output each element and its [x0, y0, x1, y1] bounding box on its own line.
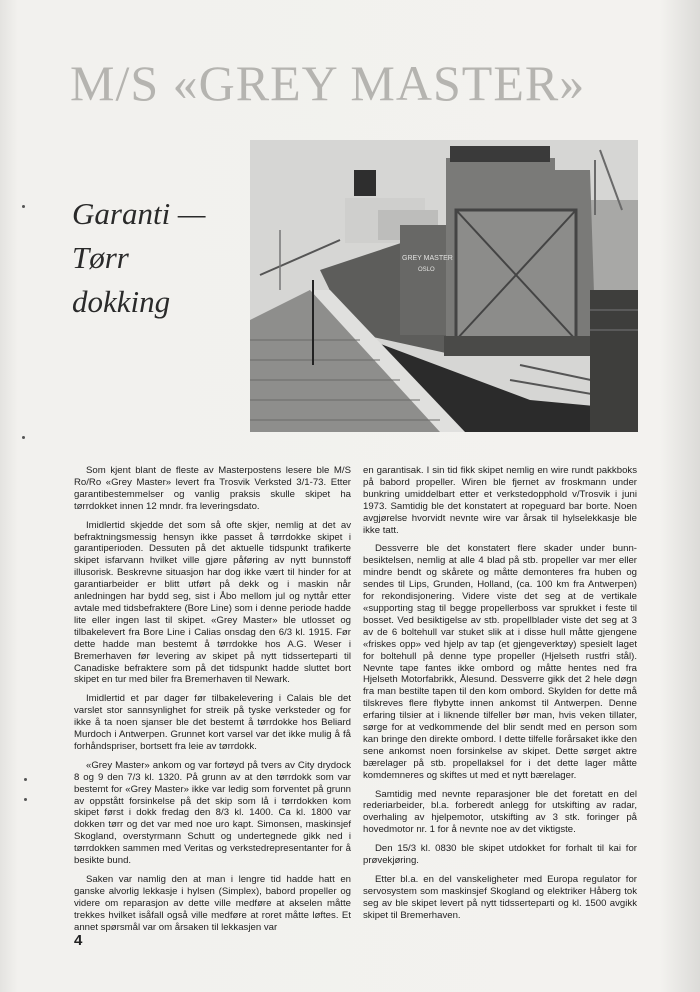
article-paragraph: «Grey Master» ankom og var fortøyd på tvers av City drydock 8 og 9 den 7/3 kl. 1320. På grunn av at den tørrdokk som var bestemt for «Grey Master» ikke var ledig som forventet på grunn av oppstått forsinkelse på det skip som lå i tørrdokken kom skipet først i dokk fredag den 8/3 kl. 1400. Ca kl. 1800 var dokken tørr og det var med noe uro kapt. Simonsen, maskinsjef Skogland, overstyrmann Schutt og undertegnede gikk ned i tørrdokken sammen med Veritas og verkstedrepresentanter for å besikte bund. — [74, 759, 351, 867]
article-paragraph: en garantisak. I sin tid fikk skipet nemlig en wire rundt pakkboks på babord propeller. Wiren ble fjernet av froskmann under bunkring umiddelbart etter et verkstedopphold v/Trosvik i juni 1973. Samtidig ble det konstatert at ropeguard bar borte. Noen avgjørelse hvorvidt nevnte wire var årsak til hylselekkasje ble ikke tatt. — [363, 465, 637, 536]
article-subtitle — [72, 192, 252, 324]
subtitle-line: Tørr — [72, 240, 129, 275]
article-paragraph: Etter bl.a. en del vanskeligheter med Europa regulator for servosystem som maskinsjef Skogland og elektriker Håberg tok seg av ble skipet levert på nytt tidsserteparti og kl. 1500 avgikk skipet til Bremerhaven. — [363, 874, 637, 921]
article-paragraph: Dessverre ble det konstatert flere skader under bunn-besiktelsen, nemlig at alle 4 blad på stb. propeller var mer eller mindre bendt og skårete og måtte demonteres fra huben og sendes til Lips, Grunden, Holland, (ca. 100 km fra Antwerpen) for rekondisjonering. Videre viste det seg at de vertikale «supporting stag til begge propellerboss var sprukket i feste til bosset. Ved besiktigelse av stb. propellblader viste det seg at 3 av de 6 boltehull var stuket slik at i disse hull måtte gjengene «friskes opp» ved hjelp av tap (et gjengeverktøy) spesielt laget for boltehull på denne type propeller (Hjelseth rustfri stål). Nevnte tape fantes ikke ombord og måtte hentes ned fra Hjelseth Motorfabrikk, Ålesund. Dessverre gikk det 2 hele døgn fra man bestilte tapen til den kom ombord. Skylden for dette må tilskreves flere flybytte innen ankomst til Antwerpen. Denne erfaring tilsier at i liknende tilfeller bør man, hvis veken tillater, sørge for at vedkommende del blir sendt med en person som kan bringe den direkte ombord. I dette tilfelle forårsaket ikke den sene ankomst noen forsinkelse av skipet. Dette sørget aktre bærelager på stb. propellaksel for i det dette lager måtte komdemneres og skiftes ut med et nytt bærelager. — [363, 543, 637, 781]
article-paragraph: Imidlertid et par dager før tilbakelevering i Calais ble det varslet stor sannsynlighet for streik på tyske verksteder og for ikke å ta noen sjanser ble det bestemt å tørrdokke hos Beliard Murdoch i Antwerpen. Grunnet kort varsel var det ikke mulig å få forhåndspriser, bortsett fra leie av tørrdokk. — [74, 693, 351, 752]
article-paragraph: Imidlertid skjedde det som så ofte skjer, nemlig at det av befraktningsmessig hensyn ikke passet å tørrdokke skipet i garantiperioden. Dessuten på det aktuelle tidspunkt trafikerte skipet isfarvann hvilket ville gjøre påføring av nytt bunnstoff illusorisk. Beskrevne situasjon har dog ikke vært til hinder for at garantiarbeider er blitt utført på dekk og i maskin når anledningen har bydd seg, sist i Åbo mellom jul og nyttår etter avtale med tidsbefraktere (Bore Line) som i denne periode hadde lite eller ingen last til skipet. «Grey Master» ble utlosset og tilbakelevert fra Bore Line i Calias onsdag den 6/3 kl. 1915. Før dette hadde man bestemt å tørrdokke hos A.G. Weser i Bremerhaven før levering av skipet på nytt tidsserteparti til Canadiske befraktere som på det tidspunkt hadde sluttet bort skipet en tur med biler fra Bremerhaven til Newark. — [74, 519, 351, 686]
page-number: 4 — [74, 932, 83, 949]
photo-drawing — [250, 140, 638, 432]
subtitle-line: Garanti — — [72, 196, 206, 231]
article-paragraph: Den 15/3 kl. 0830 ble skipet utdokket for forhalt til kai for prøvekjøring. — [363, 843, 637, 867]
article-paragraph: Saken var namlig den at man i lengre tid hadde hatt en ganske alvorlig lekkasje i hylsen (Simplex), babord propeller og videre om reparasjon av dette ville medføre at akselen måtte trekkes hvilket isåfall også ville medføre at roret måtte løftes. Et annet spørsmål var om årsaken til lekkasjen var — [74, 874, 351, 933]
ship-in-drydock-photo — [250, 140, 638, 432]
photo-ship-port: OSLO — [418, 267, 435, 273]
binding-hole-mark — [22, 205, 25, 208]
binding-hole-mark — [24, 798, 27, 801]
article-column-right — [363, 465, 637, 929]
article-paragraph: Som kjent blant de fleste av Masterpostens lesere ble M/S Ro/Ro «Grey Master» levert fra Trosvik Verksted 3/1-73. Etter garantibestemmelser og vanlig praksis skulle skipet ha tørrdokket innen 12 mndr. fra leveringsdato. — [74, 465, 351, 512]
binding-hole-mark — [24, 778, 27, 781]
article-paragraph: Samtidig med nevnte reparasjoner ble det foretatt en del rederiarbeider, bl.a. forberedt anlegg for utskifting av radar, overhaling av hjelpemotor, utskifting av 3 stk. foringer på hovedmotor nr. 1 for å nevnte noe av det viktigste. — [363, 788, 637, 836]
article-column-left — [74, 465, 351, 941]
subtitle-line: dokking — [72, 284, 171, 319]
photo-ship-name: GREY MASTER — [402, 255, 453, 262]
article-title: M/S «GREY MASTER» — [70, 55, 586, 111]
binding-hole-mark — [22, 436, 25, 439]
